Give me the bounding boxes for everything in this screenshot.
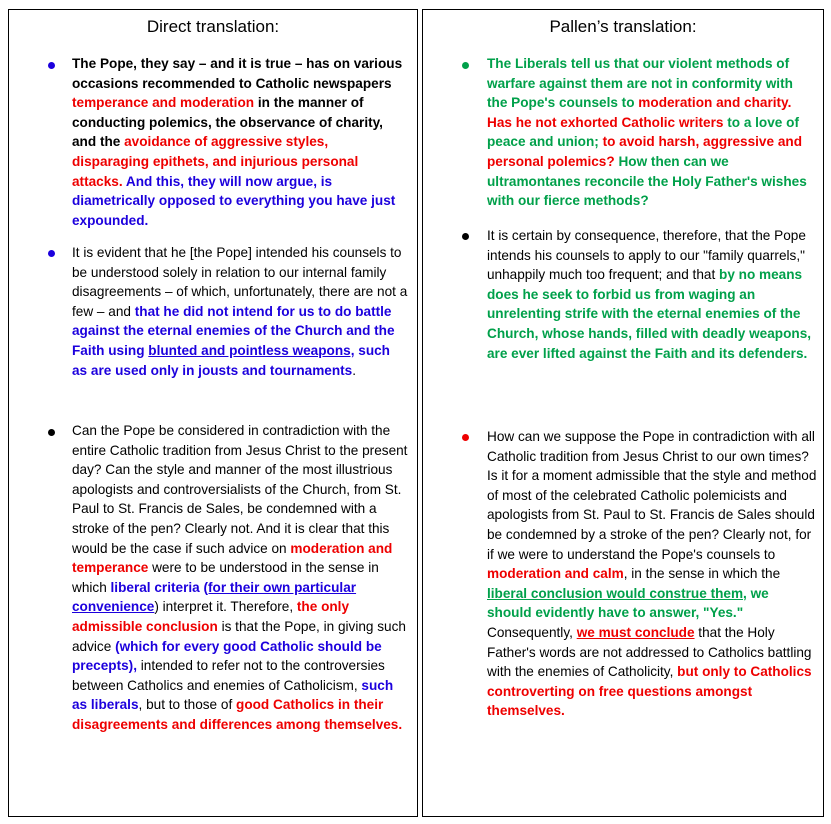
text-span: . bbox=[352, 362, 357, 378]
direct-paragraph-2 bbox=[72, 243, 408, 380]
bullet-2 bbox=[48, 250, 55, 257]
text-span: (for their own particular convenience bbox=[72, 579, 357, 615]
text-span: that the Holy Father's words are not addressed to Catholics battling with the enemies of Catholicity, bbox=[487, 624, 812, 680]
text-span: moderation and charity. Has he not exhorted Catholic writers bbox=[487, 95, 792, 130]
text-span: by no means does he seek to forbid us from waging an unrelenting strife with the eternal enemies of the Church, whose hands, filled with deadly weapons, are ever lifted against the Faith and its defenders. bbox=[487, 267, 812, 361]
text-span: to avoid harsh, aggressive and personal polemics? bbox=[487, 134, 803, 169]
pallen-translation-column bbox=[422, 9, 824, 817]
text-span: And this, they will now argue, is diametrically opposed to everything you have just expounded. bbox=[72, 173, 396, 228]
text-span: to a love of peace and union; bbox=[487, 114, 799, 150]
text-span: temperance and moderation bbox=[72, 95, 255, 111]
pallen-paragraph-2 bbox=[487, 226, 817, 363]
direct-paragraph-3 bbox=[72, 421, 408, 735]
text-span: we should evidently have to answer, "Yes." bbox=[487, 585, 769, 621]
bullet-1 bbox=[48, 62, 55, 69]
text-span: that he did not intend for us to do battle against the eternal enemies of the Church and the Faith using bbox=[72, 303, 395, 358]
text-span: such as liberals bbox=[72, 677, 394, 713]
pallen-paragraph-3 bbox=[487, 427, 817, 721]
text-span: ) interpret it. Therefore, bbox=[154, 599, 297, 615]
direct-paragraph-1 bbox=[72, 54, 408, 230]
text-span: The Liberals tell us that our violent methods of warfare against them are not in conformity with the Pope's counsels to bbox=[487, 56, 793, 111]
bullet-2 bbox=[462, 233, 469, 240]
text-span: The Pope, they say – and it is true – has on various occasions recommended to Catholic newspapers bbox=[72, 56, 403, 91]
text-span: avoidance of aggressive styles, disparaging epithets, and injurious personal attacks. bbox=[72, 134, 359, 189]
direct-translation-title: Direct translation: bbox=[146, 17, 280, 36]
text-span: moderation and calm bbox=[487, 566, 624, 582]
text-span: we must conclude bbox=[576, 624, 695, 640]
bullet-3 bbox=[462, 434, 469, 441]
text-span: How can we suppose the Pope in contradiction with all Catholic tradition from Jesus Christ to our own times? Is it for a moment admissible that the style and method of most of the celebrated Catholic polemicists and apologists from St. Paul to St. Francis de Sales should be condemned by a stroke of the pen? Clearly not, for if we were to understand the Pope's counsels to bbox=[487, 429, 817, 562]
text-span: , but to those of bbox=[138, 697, 237, 713]
text-span: were to be understood in the sense in which bbox=[72, 560, 379, 595]
text-span: intended to refer not to the controversies between Catholics and enemies of Catholicism, bbox=[72, 658, 385, 693]
text-span: Can the Pope be considered in contradiction with the entire Catholic tradition from Jesus Christ to the present day? Can the style and manner of the most illustrious apologists and controversialists of the Church, from St. Paul to St. Francis de Sales, be condemned with a stroke of the pen? Clearly not. And it is clear that this would be the case if such advice on bbox=[72, 423, 408, 556]
text-span: the only admissible conclusion bbox=[72, 599, 350, 634]
pallen-paragraph-1 bbox=[487, 54, 817, 211]
text-span: It is evident that he [the Pope] intended his counsels to be understood solely in relation to our internal family disagreements – of which, unfortunately, there are not a few – and bbox=[72, 245, 408, 319]
text-span: liberal criteria bbox=[110, 579, 200, 595]
text-span: in the manner of conducting polemics, the observance of charity, and the bbox=[72, 95, 383, 150]
bullet-3 bbox=[48, 429, 55, 436]
text-span: good Catholics in their disagreements and differences among themselves. bbox=[72, 697, 403, 732]
text-span: It is certain by consequence, therefore, that the Pope intends his counsels to apply to our "family quarrels," unhappily much too frequent; and that bbox=[487, 228, 806, 283]
text-span: such as are used only in jousts and tournaments bbox=[72, 342, 390, 378]
text-span: but only to Catholics controverting on free questions amongst themselves. bbox=[487, 664, 812, 719]
text-span: (which for every good Catholic should be precepts), bbox=[72, 638, 382, 674]
text-span: moderation and temperance bbox=[72, 540, 393, 576]
bullet-1 bbox=[462, 62, 469, 69]
pallen-translation-title: Pallen’s translation: bbox=[549, 17, 697, 36]
text-span: Consequently, bbox=[487, 624, 577, 640]
text-span: blunted and pointless weapons, bbox=[148, 342, 355, 358]
text-span: liberal conclusion would construe them, bbox=[487, 585, 747, 601]
text-span: How then can we ultramontanes reconcile the Holy Father's wishes with our fierce methods? bbox=[487, 153, 807, 209]
text-span: , in the sense in which the bbox=[623, 566, 781, 582]
direct-translation-column bbox=[8, 9, 418, 817]
text-span: is that the Pope, in giving such advice bbox=[72, 618, 406, 654]
